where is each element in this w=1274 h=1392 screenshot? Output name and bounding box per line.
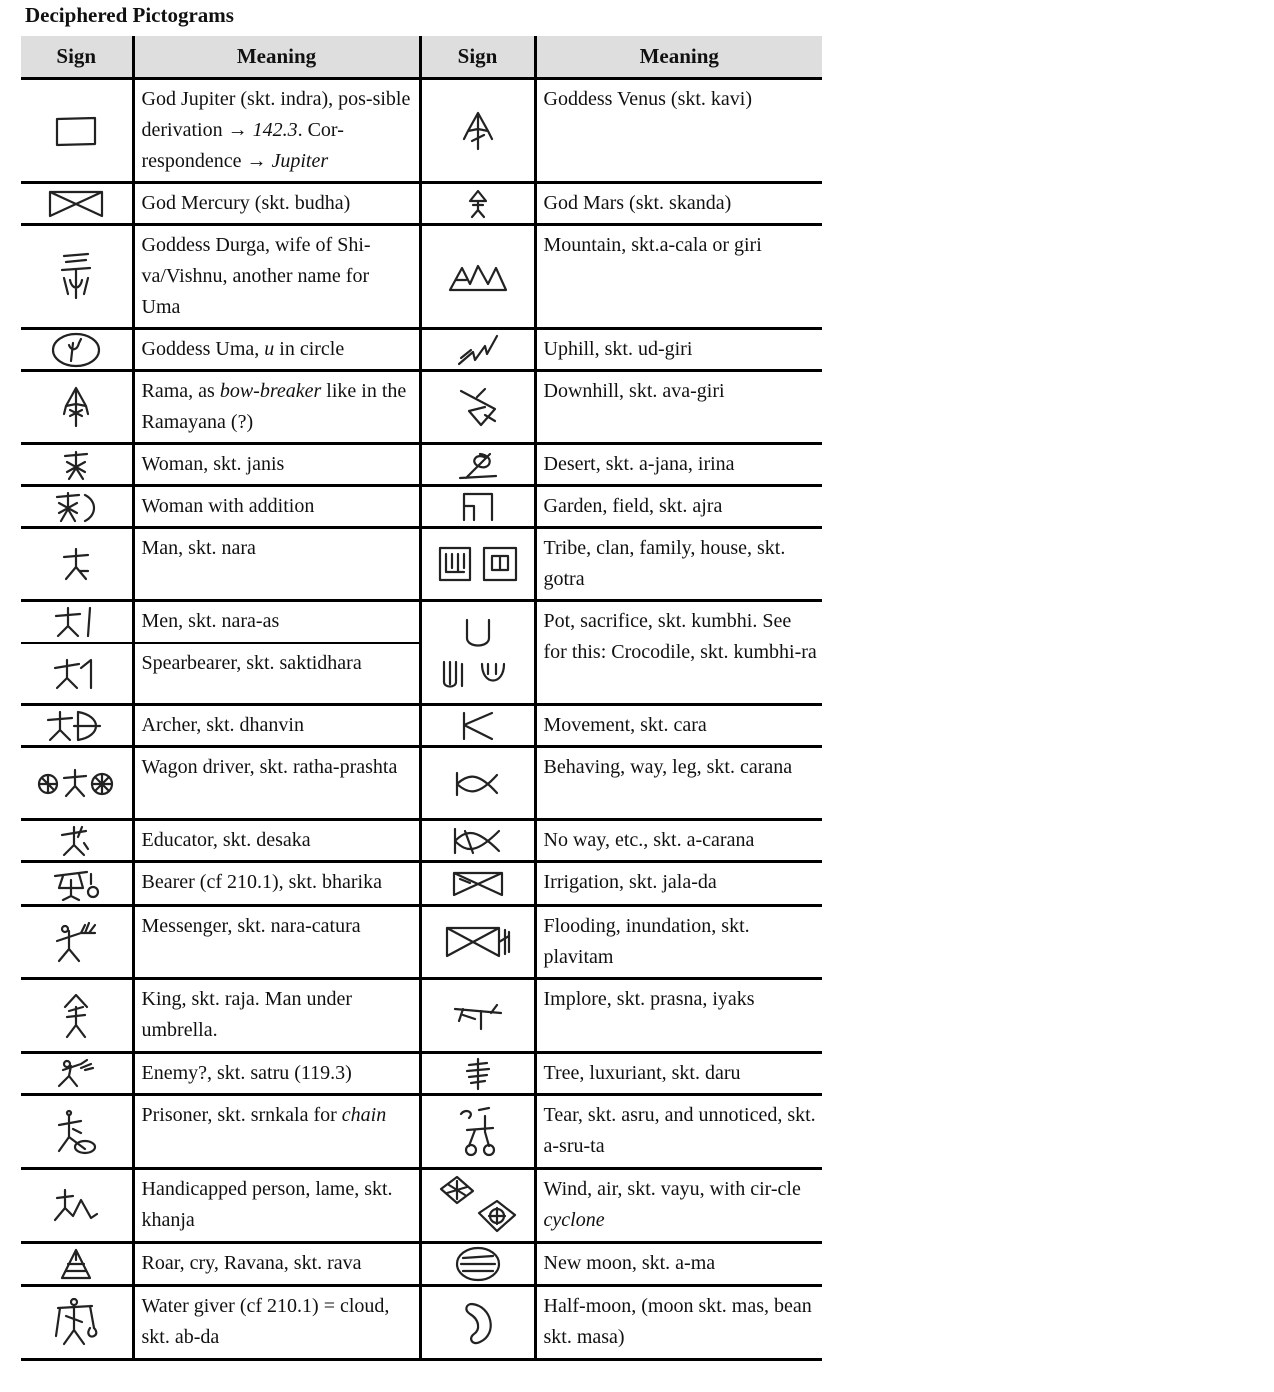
meaning-cell: Half-moon, (moon skt. mas, bean skt. masa) (543, 1295, 812, 1348)
sign-cell (420, 1095, 535, 1169)
header-sign-right: Sign (420, 36, 535, 79)
meaning-cell: Wind, air, skt. vayu, with cir-cle cyclone (543, 1178, 801, 1231)
sign-cell (21, 329, 133, 371)
sign-cell (420, 1169, 535, 1243)
sign-cell (21, 528, 133, 601)
tribe-sign-icon (436, 544, 520, 584)
table-row (21, 1243, 822, 1286)
meaning-cell: Woman, skt. janis (133, 444, 420, 486)
rama-sign-icon (58, 384, 94, 430)
meaning-cell: Goddess Durga, wife of Shi-va/Vishnu, another name for Uma (133, 225, 420, 329)
meaning-cell: Bearer (cf 210.1), skt. bharika (133, 862, 420, 906)
sign-cell (420, 747, 535, 820)
meaning-cell: Tribe, clan, family, house, skt. gotra (543, 537, 786, 590)
mountain-sign-icon (446, 260, 510, 294)
sign-cell (420, 225, 535, 329)
table-row (21, 1053, 822, 1095)
sign-cell (420, 862, 535, 906)
meaning-cell: Spearbearer, skt. saktidhara (133, 643, 420, 705)
meaning-cell: Goddess Uma, u in circle (133, 329, 420, 371)
half-moon-sign-icon (458, 1298, 498, 1348)
durga-sign-icon (54, 250, 98, 304)
table-row (21, 444, 822, 486)
sign-cell (21, 444, 133, 486)
meaning-cell: Woman with addition (133, 486, 420, 528)
table-row (21, 979, 822, 1053)
sign-cell (420, 601, 535, 705)
sign-cell (420, 371, 535, 444)
meaning-cell: Behaving, way, leg, skt. carana (543, 756, 793, 778)
sign-cell (420, 705, 535, 747)
table-row (21, 601, 822, 643)
no-way-sign-icon (451, 825, 505, 857)
meaning-cell: Handicapped person, lame, skt. khanja (133, 1169, 420, 1243)
sign-cell (21, 820, 133, 862)
movement-sign-icon (458, 709, 498, 743)
sign-cell (21, 747, 133, 820)
woman-sign-icon (59, 448, 93, 482)
archer-sign-icon (44, 708, 108, 744)
table-header-row (21, 36, 822, 79)
meaning-cell: Educator, skt. desaka (133, 820, 420, 862)
table-row (21, 371, 822, 444)
prisoner-sign-icon (51, 1107, 101, 1157)
bowtie-sign-icon (46, 188, 106, 220)
desert-sign-icon (456, 448, 500, 482)
sign-cell (420, 1243, 535, 1286)
uma-circle-sign-icon (49, 331, 103, 369)
meaning-cell: Enemy?, skt. satru (119.3) (133, 1053, 420, 1095)
meaning-cell: Irrigation, skt. jala-da (543, 871, 717, 893)
meaning-cell: King, skt. raja. Man under umbrella. (133, 979, 420, 1053)
meaning-cell: God Jupiter (skt. indra), pos-sible derivation → 142.3. Cor-respondence → Jupiter (133, 79, 420, 183)
sign-cell (21, 183, 133, 225)
bearer-sign-icon (51, 866, 101, 902)
meaning-cell: Downhill, skt. ava-giri (543, 380, 725, 402)
sign-cell (420, 1053, 535, 1095)
document-title: Deciphered Pictograms (25, 3, 234, 27)
messenger-sign-icon (51, 919, 101, 965)
garden-sign-icon (460, 490, 496, 524)
king-sign-icon (59, 989, 93, 1043)
handicapped-sign-icon (51, 1186, 101, 1226)
meaning-cell: Wagon driver, skt. ratha-prashta (133, 747, 420, 820)
sign-cell (420, 444, 535, 486)
mars-sign-icon (463, 188, 493, 220)
wind-sign-icon (435, 1173, 521, 1239)
enemy-sign-icon (51, 1056, 101, 1092)
sign-cell (420, 486, 535, 528)
table-row (21, 747, 822, 820)
sign-cell (21, 79, 133, 183)
sign-cell (420, 79, 535, 183)
meaning-cell: Implore, skt. prasna, iyaks (543, 988, 755, 1010)
meaning-cell: Pot, sacrifice, skt. kumbhi. See for this: Crocodile, skt. kumbhi-ra (535, 601, 822, 705)
meaning-cell: Archer, skt. dhanvin (133, 705, 420, 747)
table-row (21, 820, 822, 862)
meaning-cell: God Mars (skt. skanda) (543, 192, 732, 214)
meaning-cell: Messenger, skt. nara-catura (133, 906, 420, 979)
men-sign-icon (52, 604, 100, 640)
square-sign-icon (51, 113, 101, 149)
table-row (21, 225, 822, 329)
meaning-cell: Prisoner, skt. srnkala for chain (133, 1095, 420, 1169)
educator-sign-icon (58, 823, 94, 859)
table-row (21, 1095, 822, 1169)
meaning-cell: Roar, cry, Ravana, skt. rava (133, 1243, 420, 1286)
venus-sign-icon (458, 109, 498, 153)
meaning-cell: Tree, luxuriant, skt. daru (543, 1062, 741, 1084)
table-row (21, 528, 822, 601)
sign-cell (420, 183, 535, 225)
sign-cell (420, 1286, 535, 1360)
spearbearer-sign-icon (51, 654, 101, 692)
meaning-cell: Tear, skt. asru, and unnoticed, skt. a-sru-ta (543, 1104, 816, 1157)
irrigation-sign-icon (450, 869, 506, 899)
tree-sign-icon (461, 1057, 495, 1091)
woman-addition-sign-icon (53, 489, 99, 525)
sign-cell (420, 528, 535, 601)
meaning-cell: Goddess Venus (skt. kavi) (543, 88, 753, 110)
table-row (21, 906, 822, 979)
meaning-cell: New moon, skt. a-ma (543, 1252, 716, 1274)
sign-cell (21, 1053, 133, 1095)
table-row (21, 486, 822, 528)
meaning-cell: Water giver (cf 210.1) = cloud, skt. ab-da (133, 1286, 420, 1360)
meaning-cell: Man, skt. nara (133, 528, 420, 601)
sign-cell (21, 1286, 133, 1360)
new-moon-sign-icon (453, 1244, 503, 1284)
pictogram-table (21, 36, 822, 1361)
man-sign-icon (60, 545, 92, 583)
sign-cell (21, 862, 133, 906)
meaning-cell: Men, skt. nara-as (133, 601, 420, 643)
sign-cell (21, 906, 133, 979)
meaning-cell: Flooding, inundation, skt. plavitam (543, 915, 750, 968)
sign-cell (420, 906, 535, 979)
sign-cell (21, 1169, 133, 1243)
sign-cell (21, 705, 133, 747)
sign-cell (21, 601, 133, 643)
wagon-driver-sign-icon (36, 766, 116, 800)
meaning-cell: Garden, field, skt. ajra (543, 495, 723, 517)
flooding-sign-icon (443, 922, 513, 962)
downhill-sign-icon (455, 385, 501, 429)
sign-cell (420, 820, 535, 862)
meaning-cell: Mountain, skt.a-cala or giri (543, 234, 762, 256)
implore-sign-icon (451, 999, 505, 1033)
table-row (21, 1286, 822, 1360)
meaning-cell: Uphill, skt. ud-giri (543, 338, 693, 360)
sign-cell (21, 1095, 133, 1169)
header-meaning-left: Meaning (133, 36, 420, 79)
roar-sign-icon (56, 1246, 96, 1282)
table-row (21, 79, 822, 183)
sign-cell (420, 979, 535, 1053)
sign-cell (21, 371, 133, 444)
header-sign-left: Sign (21, 36, 133, 79)
behaving-sign-icon (453, 769, 503, 799)
table-row (21, 329, 822, 371)
meaning-cell: Movement, skt. cara (543, 714, 707, 736)
pot-sign-icon (422, 616, 534, 690)
sign-cell (21, 1243, 133, 1286)
meaning-cell: Desert, skt. a-jana, irina (543, 453, 735, 475)
sign-cell (21, 643, 133, 705)
header-meaning-right: Meaning (535, 36, 822, 79)
water-giver-sign-icon (50, 1296, 102, 1350)
sign-cell (21, 486, 133, 528)
meaning-cell: Rama, as bow-breaker like in the Ramayana (?) (133, 371, 420, 444)
table-row (21, 183, 822, 225)
tear-sign-icon (455, 1106, 501, 1158)
meaning-cell: No way, etc., skt. a-carana (543, 829, 755, 851)
table-row (21, 705, 822, 747)
table-row (21, 1169, 822, 1243)
table-row (21, 862, 822, 906)
meaning-cell: God Mercury (skt. budha) (133, 183, 420, 225)
sign-cell (21, 979, 133, 1053)
uphill-sign-icon (453, 332, 503, 368)
sign-cell (21, 225, 133, 329)
sign-cell (420, 329, 535, 371)
